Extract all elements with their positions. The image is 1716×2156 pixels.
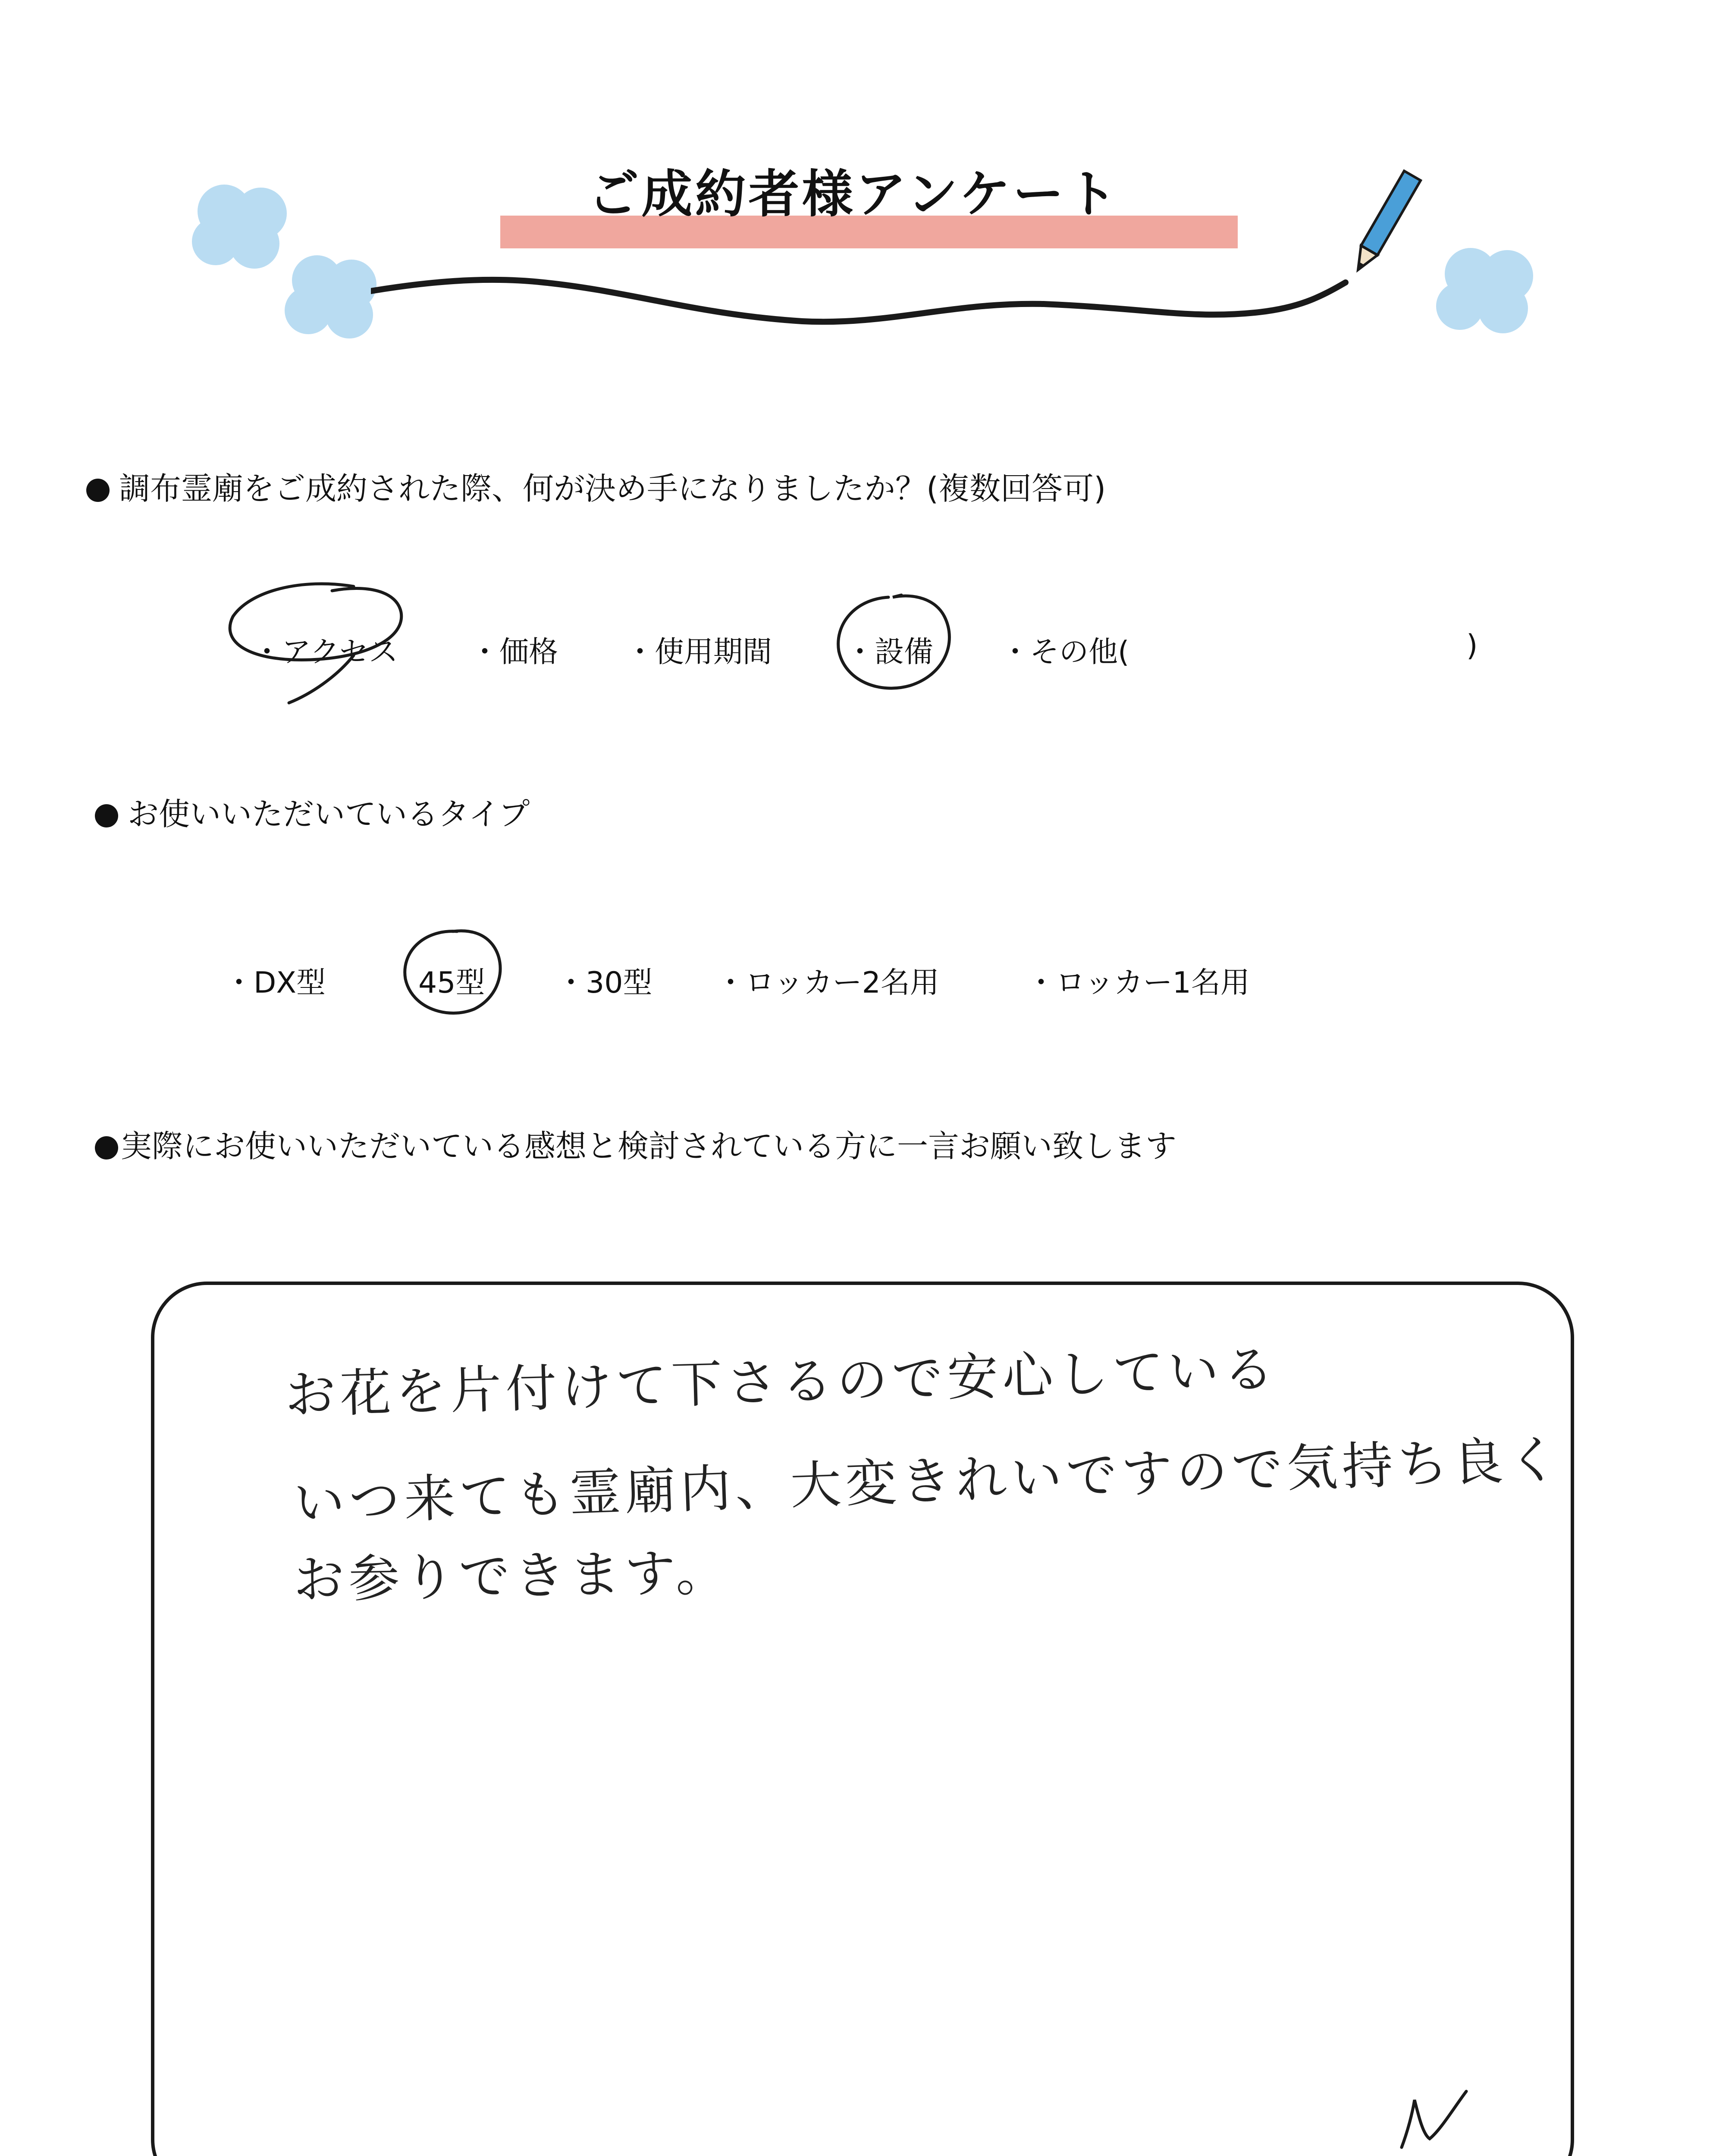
- answer-line-2: いつ来ても霊廟内、大変きれいですので気持ち良く: [292, 1429, 1564, 1533]
- question-2-text: お使いいただいているタイプ: [128, 796, 530, 832]
- selection-circle-mark: [828, 586, 975, 703]
- question-3-text: 実際にお使いいただいている感想と検討されている方に一言お願い致します: [121, 1128, 1177, 1164]
- wavy-line-decoration: [371, 267, 1354, 336]
- bullet-icon: [95, 804, 118, 827]
- option-usage-period[interactable]: ・使用期間: [625, 635, 772, 669]
- option-locker-2[interactable]: ・ロッカー2名用: [716, 966, 939, 1000]
- option-other-close: ): [1466, 629, 1478, 663]
- option-other[interactable]: ・その他(: [1001, 635, 1129, 669]
- option-price[interactable]: ・価格: [470, 635, 558, 669]
- option-30-type[interactable]: ・30型: [556, 966, 653, 1000]
- pencil-icon: [1337, 164, 1432, 285]
- selection-circle-mark: [392, 923, 513, 1026]
- question-2: [95, 789, 530, 834]
- bullet-icon: [86, 479, 110, 502]
- question-1-text: 調布霊廟をご成約された際、何が決め手になりましたか？(複数回答可): [119, 470, 1106, 507]
- bullet-icon: [95, 1136, 118, 1159]
- option-facilities[interactable]: ・設備: [845, 635, 934, 669]
- option-dx-type[interactable]: ・DX型: [224, 966, 326, 1000]
- option-45-type[interactable]: 45型: [418, 966, 485, 1000]
- option-locker-1[interactable]: ・ロッカー1名用: [1026, 966, 1250, 1000]
- question-1: [86, 464, 1106, 508]
- cloud-icon: [1432, 241, 1544, 336]
- signature: [1389, 2083, 1475, 2156]
- selection-circle-mark: [224, 573, 423, 711]
- question-3: [95, 1121, 1176, 1166]
- page-title: ご成約者様アンケート: [588, 164, 1120, 224]
- answer-line-1: お花を片付けて下さるので安心している: [284, 1339, 1279, 1425]
- answer-line-3: お参りできます。: [293, 1542, 731, 1610]
- option-access[interactable]: ・アクセス: [252, 635, 398, 669]
